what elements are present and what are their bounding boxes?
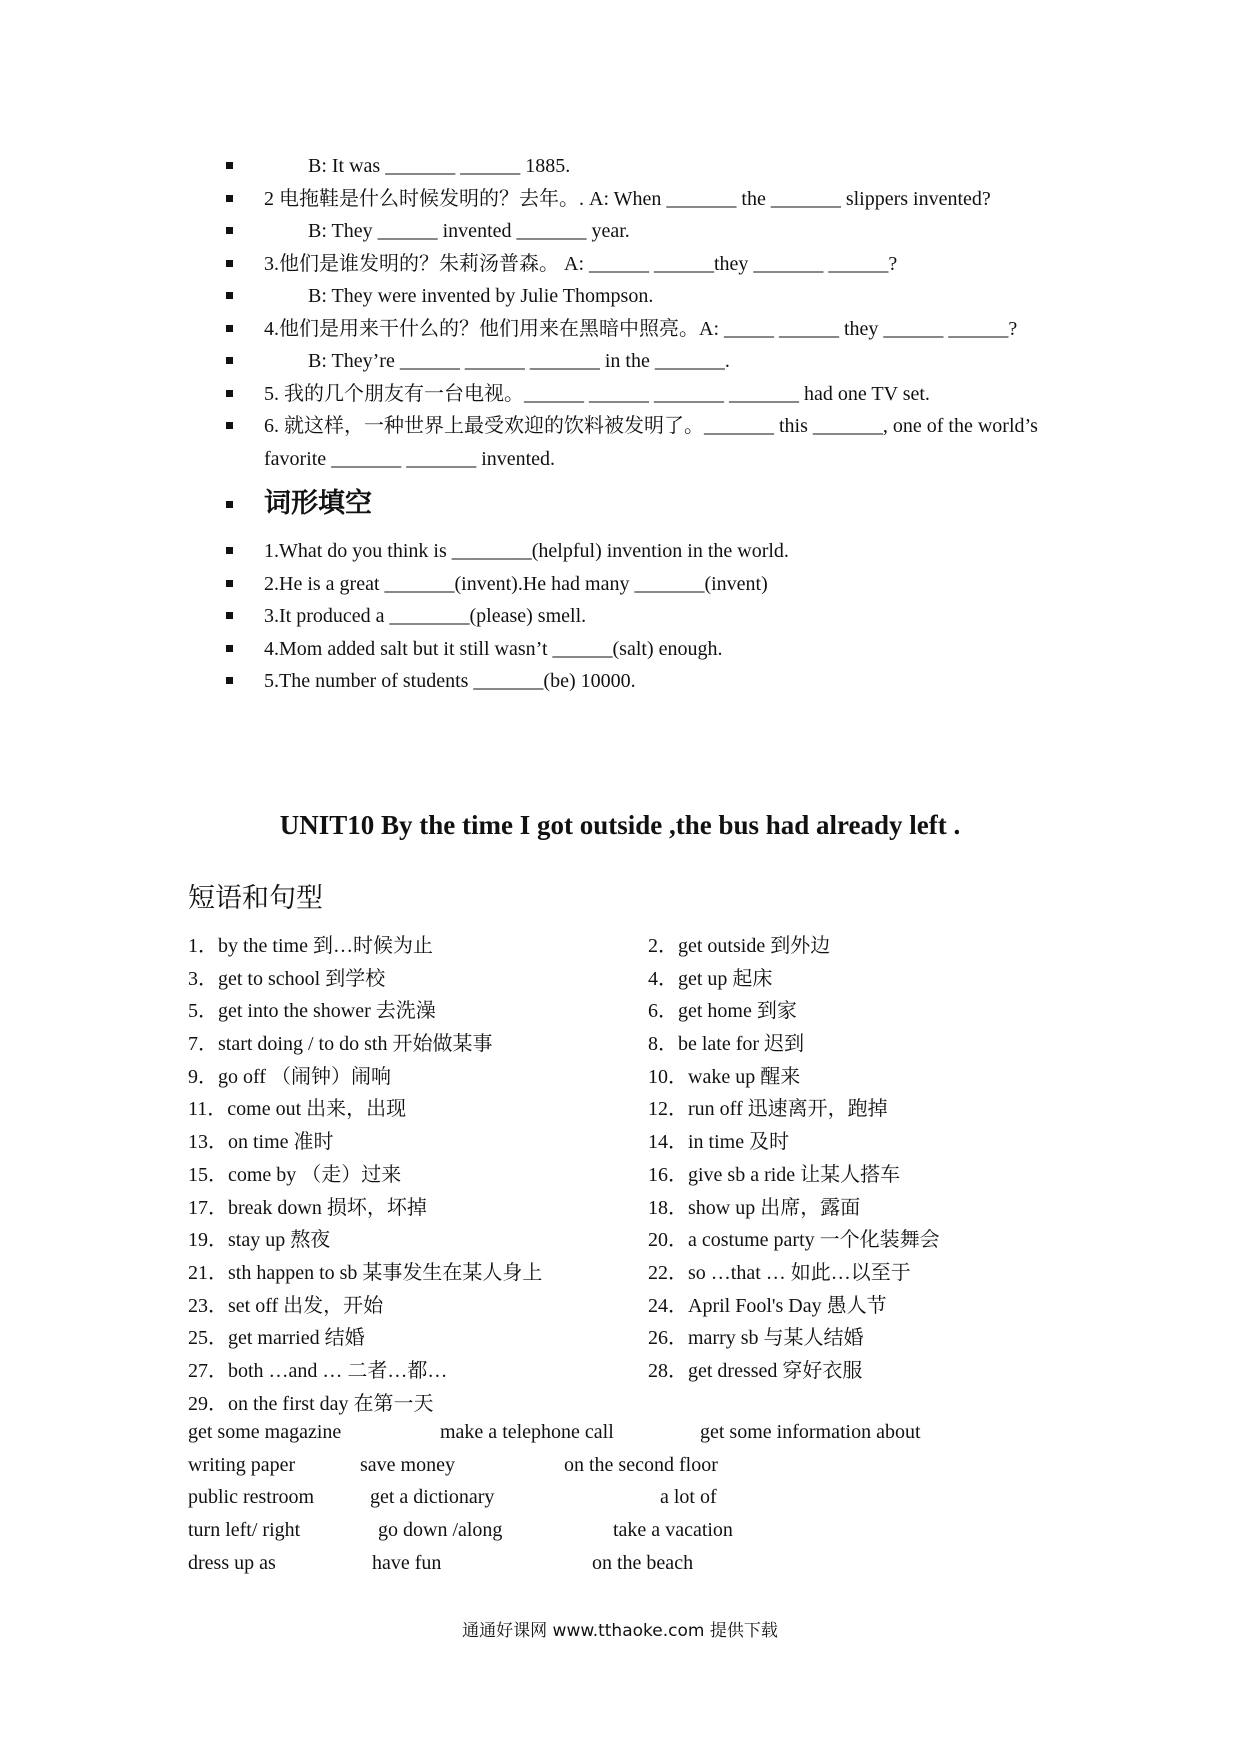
list-item: 2.He is a great _______(invent).He had many _______(invent): [222, 568, 1072, 601]
phrase-left: 21．sth happen to sb 某事发生在某人身上: [188, 1261, 543, 1284]
phrase-row: [188, 1257, 1068, 1290]
extra-row: [188, 1449, 1068, 1482]
phrase-row: [188, 1159, 1068, 1192]
list-item: 3.It produced a ________(please) smell.: [222, 600, 1072, 633]
phrase-right: 4．get up 起床: [648, 967, 773, 990]
extra-phrase: make a telephone call: [440, 1421, 614, 1443]
list-item: B: It was _______ ______ 1885.: [222, 150, 1072, 183]
phrase-table: [188, 930, 1068, 1420]
phrase-row: [188, 963, 1068, 996]
extra-phrase: get a dictionary: [370, 1486, 495, 1509]
bullet-square-icon: [226, 390, 233, 397]
phrase-left: 25．get married 结婚: [188, 1327, 365, 1350]
extra-phrase: save money: [360, 1453, 455, 1476]
section-heading-word-form: 词形填空: [222, 479, 1072, 529]
extra-phrase: a lot of: [660, 1486, 717, 1509]
extra-row: [188, 1514, 1068, 1547]
phrase-right: 16．give sb a ride 让某人搭车: [648, 1163, 901, 1186]
extra-phrase: public restroom: [188, 1486, 315, 1509]
bullet-square-icon: [226, 260, 233, 267]
bullet-square-icon: [226, 501, 233, 508]
list-item: 4.Mom added salt but it still wasn’t ______(salt) enough.: [222, 633, 1072, 666]
list-item: 1.What do you think is ________(helpful) invention in the world.: [222, 535, 1072, 568]
extra-row: [188, 1416, 1068, 1449]
bullet-square-icon: [226, 292, 233, 299]
list-item: B: They were invented by Julie Thompson.: [222, 280, 1072, 313]
extra-phrase: writing paper: [188, 1453, 296, 1476]
phrase-right: 2．get outside 到外边: [648, 935, 831, 957]
phrase-left: 13．on time 准时: [188, 1131, 334, 1154]
extra-phrase: get some information about: [700, 1421, 921, 1443]
phrase-right: 26．marry sb 与某人结婚: [648, 1327, 864, 1350]
page-footer: 通通好课网 www.tthaoke.com 提供下载: [462, 1621, 778, 1641]
list-item: B: They ______ invented _______ year.: [222, 215, 1072, 248]
bullet-square-icon: [226, 162, 233, 169]
phrase-row: [188, 1290, 1068, 1323]
phrase-right: 12．run off 迅速离开，跑掉: [648, 1098, 888, 1121]
phrase-right: 20．a costume party 一个化装舞会: [648, 1229, 940, 1252]
list-item: 5. 我的几个朋友有一台电视。______ ______ _______ _______ had one TV set.: [222, 378, 1072, 411]
bullet-square-icon: [226, 422, 233, 429]
phrase-row: [188, 995, 1068, 1028]
bullet-square-icon: [226, 357, 233, 364]
extra-phrase: get some magazine: [188, 1421, 342, 1443]
bullet-square-icon: [226, 195, 233, 202]
phrase-left: 27．both …and … 二者…都…: [188, 1359, 448, 1382]
phrase-right: 10．wake up 醒来: [648, 1065, 801, 1088]
extra-row: [188, 1481, 1068, 1514]
extra-phrase: dress up as: [188, 1551, 276, 1574]
phrase-row: [188, 1093, 1068, 1126]
phrase-right: 24．April Fool's Day 愚人节: [648, 1294, 887, 1317]
phrase-left: 29．on the first day 在第一天: [188, 1392, 434, 1415]
phrase-left: 17．break down 损坏，坏掉: [188, 1196, 427, 1219]
bullet-square-icon: [226, 580, 233, 587]
phrase-right: 14．in time 及时: [648, 1131, 790, 1154]
bullet-square-icon: [226, 677, 233, 684]
phrase-left: 5．get into the shower 去洗澡: [188, 1000, 436, 1023]
list-item: 4.他们是用来干什么的？他们用来在黑暗中照亮。A: _____ ______ they ______ ______?: [222, 313, 1072, 346]
phrase-right: 28．get dressed 穿好衣服: [648, 1359, 863, 1382]
phrase-row: [188, 1355, 1068, 1388]
unit-title: UNIT10 By the time I got outside ,the bus had already left .: [279, 810, 961, 840]
phrase-right: 18．show up 出席，露面: [648, 1196, 861, 1219]
bullet-square-icon: [226, 325, 233, 332]
phrase-left: 11．come out 出来，出现: [188, 1098, 407, 1121]
list-item: 2 电拖鞋是什么时候发明的？去年。. A: When _______ the _______ slippers invented?: [222, 183, 1072, 216]
section-heading-phrases: 短语和句型: [188, 883, 323, 914]
phrase-row: [188, 930, 1068, 963]
exercise-list: [222, 150, 1072, 698]
extra-phrase: take a vacation: [613, 1519, 733, 1542]
phrase-row: [188, 1126, 1068, 1159]
bullet-square-icon: [226, 612, 233, 619]
extra-phrase: turn left/ right: [188, 1519, 301, 1542]
list-item: 5.The number of students _______(be) 10000.: [222, 665, 1072, 698]
phrase-right: 8．be late for 迟到: [648, 1033, 805, 1056]
extra-phrase: have fun: [372, 1551, 442, 1574]
phrase-left: 9．go off （闹钟）闹响: [188, 1065, 391, 1088]
list-item: 3.他们是谁发明的？朱莉汤普森。 A: ______ ______they _______ ______?: [222, 248, 1072, 281]
list-item: 6. 就这样，一种世界上最受欢迎的饮料被发明了。_______ this _______, one of the world’s favorite _______ _______ invented.: [222, 410, 1072, 475]
extra-phrase: go down /along: [378, 1519, 503, 1542]
phrase-left: 3．get to school 到学校: [188, 967, 386, 990]
phrase-row: [188, 1192, 1068, 1225]
extra-phrase: on the beach: [592, 1551, 694, 1574]
phrase-left: 23．set off 出发，开始: [188, 1294, 384, 1317]
phrase-right: 22．so …that … 如此…以至于: [648, 1261, 911, 1284]
phrase-row: [188, 1061, 1068, 1094]
extra-phrase: on the second floor: [564, 1453, 718, 1476]
phrase-row: [188, 1322, 1068, 1355]
phrase-left: 19．stay up 熬夜: [188, 1229, 331, 1252]
list-item: B: They’re ______ ______ _______ in the _______.: [222, 345, 1072, 378]
phrase-left: 7．start doing / to do sth 开始做某事: [188, 1033, 493, 1056]
phrase-row: [188, 1224, 1068, 1257]
phrase-left: 15．come by （走）过来: [188, 1163, 402, 1186]
extra-row: [188, 1547, 1068, 1580]
bullet-square-icon: [226, 645, 233, 652]
extra-phrase-table: [188, 1416, 1068, 1579]
bullet-square-icon: [226, 227, 233, 234]
phrase-right: 6．get home 到家: [648, 1000, 797, 1023]
phrase-row: [188, 1028, 1068, 1061]
phrase-left: 1．by the time 到…时候为止: [188, 935, 433, 957]
bullet-square-icon: [226, 547, 233, 554]
